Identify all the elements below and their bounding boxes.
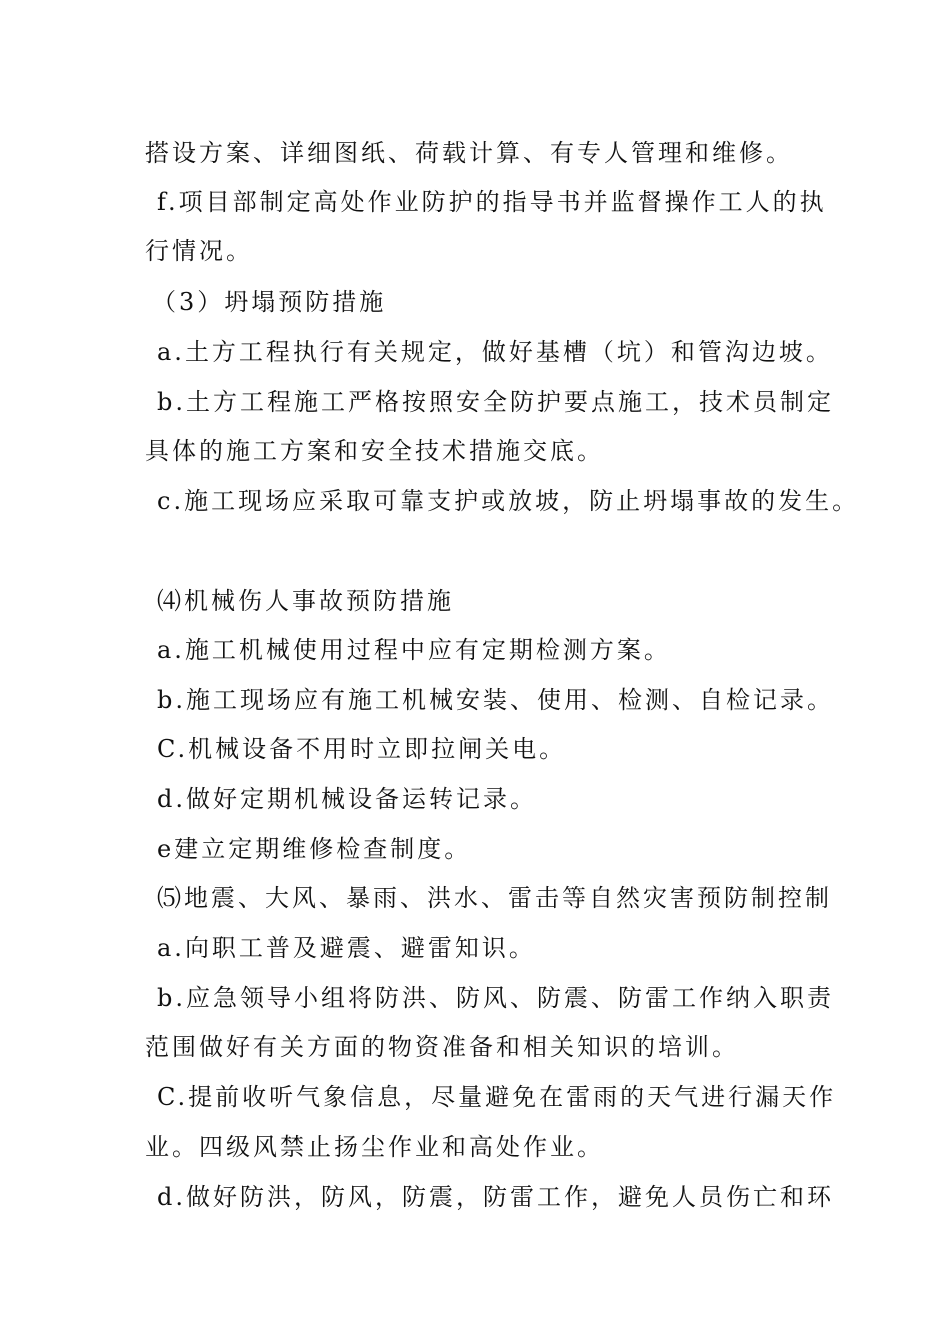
text-line: a.施工机械使用过程中应有定期检测方案。 [157,636,671,664]
text-line: d.做好防洪，防风，防震，防雷工作，避免人员伤亡和环 [157,1183,834,1211]
text-line: a.土方工程执行有关规定，做好基槽（坑）和管沟边坡。 [157,338,833,366]
section-heading: ⑸地震、大风、暴雨、洪水、雷击等自然灾害预防制控制 [157,884,832,912]
text-line: c.施工现场应采取可靠支护或放坡，防止坍塌事故的发生。 [157,487,860,515]
text-line: 行情况。 [145,237,253,265]
text-line: b.土方工程施工严格按照安全防护要点施工，技术员制定 [157,388,834,416]
text-line: b.应急领导小组将防洪、防风、防震、防雷工作纳入职责 [157,984,834,1012]
text-line: a.向职工普及避震、避雷知识。 [157,934,536,962]
section-heading: ⑷机械伤人事故预防措施 [157,587,454,615]
text-line: C.机械设备不用时立即拉闸关电。 [157,735,567,763]
text-line: d.做好定期机械设备运转记录。 [157,785,537,813]
text-line: b.施工现场应有施工机械安装、使用、检测、自检记录。 [157,686,834,714]
text-line: e建立定期维修检查制度。 [157,835,472,863]
text-line: 业。四级风禁止扬尘作业和高处作业。 [145,1133,604,1161]
text-line: 搭设方案、详细图纸、荷载计算、有专人管理和维修。 [145,139,793,167]
section-heading: （3）坍塌预防措施 [152,288,387,316]
text-line: f.项目部制定高处作业防护的指导书并监督操作工人的执 [157,188,827,216]
text-line: C.提前收听气象信息，尽量避免在雷雨的天气进行漏天作 [157,1083,837,1111]
text-line: 范围做好有关方面的物资准备和相关知识的培训。 [145,1033,739,1061]
text-line: 具体的施工方案和安全技术措施交底。 [145,437,604,465]
